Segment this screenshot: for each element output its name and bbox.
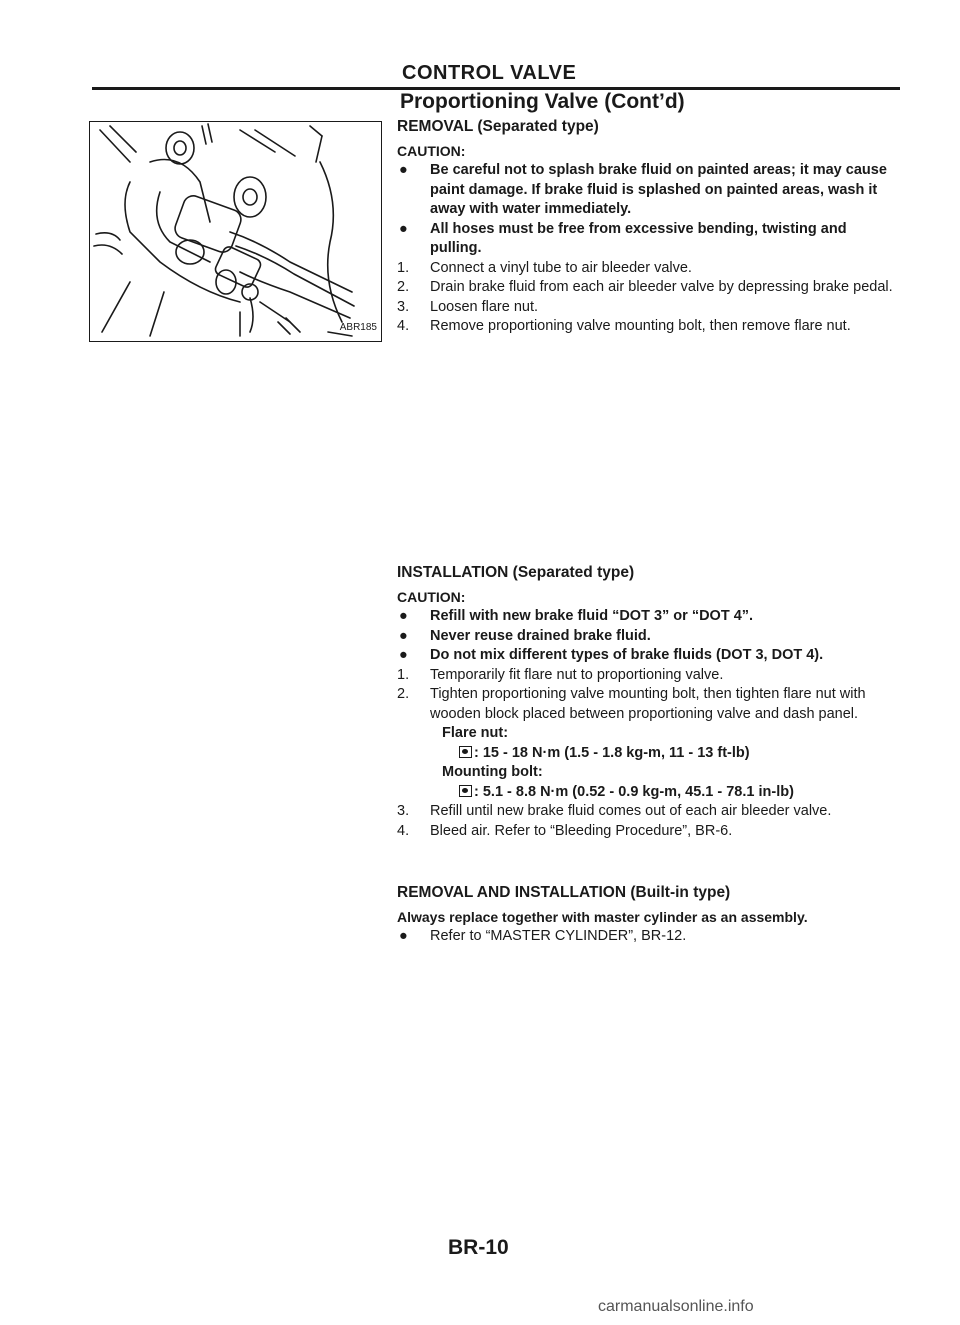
- installation-caution-label: CAUTION:: [397, 588, 466, 605]
- step-item: 3. Loosen flare nut.: [397, 298, 539, 315]
- torque-wrench-icon: [459, 785, 472, 797]
- step-item: 3. Refill until new brake fluid comes out of each air bleeder valve.: [397, 803, 832, 819]
- torque-wrench-icon: [459, 746, 472, 758]
- builtin-note: Always replace together with master cylinder as an assembly.: [397, 908, 808, 925]
- step-item: 2. Drain brake fluid from each air bleeder valve by depressing brake pedal.: [397, 279, 893, 295]
- valve-illustration: [90, 122, 383, 343]
- caution-item: ● Be careful not to splash brake fluid on painted areas; it may cause paint damage. If brake fluid is splashed on painted areas, wash it away with water immediately.: [399, 162, 887, 217]
- step-item: 4. Bleed air. Refer to “Bleeding Procedure”, BR-6.: [397, 822, 733, 839]
- caution-item: ● Never reuse drained brake fluid.: [399, 627, 651, 644]
- page-subtitle: Proportioning Valve (Cont’d): [400, 90, 685, 113]
- mounting-bolt-torque: : 5.1 - 8.8 N·m (0.52 - 0.9 kg-m, 45.1 - 78.1 in-lb): [397, 783, 897, 803]
- caution-item: ● Refill with new brake fluid “DOT 3” or “DOT 4”.: [399, 608, 754, 624]
- builtin-heading: REMOVAL AND INSTALLATION (Built-in type): [397, 884, 731, 901]
- removal-caution-label: CAUTION:: [397, 142, 466, 159]
- flare-nut-torque: : 15 - 18 N·m (1.5 - 1.8 kg-m, 11 - 13 ft-lb): [397, 744, 897, 764]
- step-item: 1. Connect a vinyl tube to air bleeder valve.: [397, 259, 692, 276]
- caution-item: ● All hoses must be free from excessive bending, twisting and pulling.: [399, 220, 847, 256]
- mounting-bolt-label: Mounting bolt:: [442, 764, 543, 780]
- caution-item: ● Do not mix different types of brake fluids (DOT 3, DOT 4).: [399, 647, 824, 663]
- step-item: 1. Temporarily fit flare nut to proportioning valve.: [397, 666, 724, 683]
- removal-section: [397, 117, 897, 337]
- proportioning-valve-figure: [89, 121, 382, 342]
- builtin-section: [397, 883, 897, 947]
- installation-heading: INSTALLATION (Separated type): [397, 564, 635, 581]
- watermark: carmanualsonline.info: [598, 1298, 754, 1315]
- installation-section: [397, 563, 897, 841]
- step-item: 2. Tighten proportioning valve mounting bolt, then tighten flare nut with wooden block placed between proportioning valve and dash panel.: [397, 686, 866, 722]
- builtin-bullet: ● Refer to “MASTER CYLINDER”, BR-12.: [399, 928, 687, 944]
- flare-nut-label: Flare nut:: [442, 725, 509, 741]
- step-item: 4. Remove proportioning valve mounting bolt, then remove flare nut.: [397, 318, 851, 334]
- section-title: CONTROL VALVE: [402, 62, 577, 84]
- figure-code: ABR185: [339, 322, 377, 333]
- page-number: BR-10: [448, 1236, 509, 1259]
- removal-heading: REMOVAL (Separated type): [397, 118, 599, 135]
